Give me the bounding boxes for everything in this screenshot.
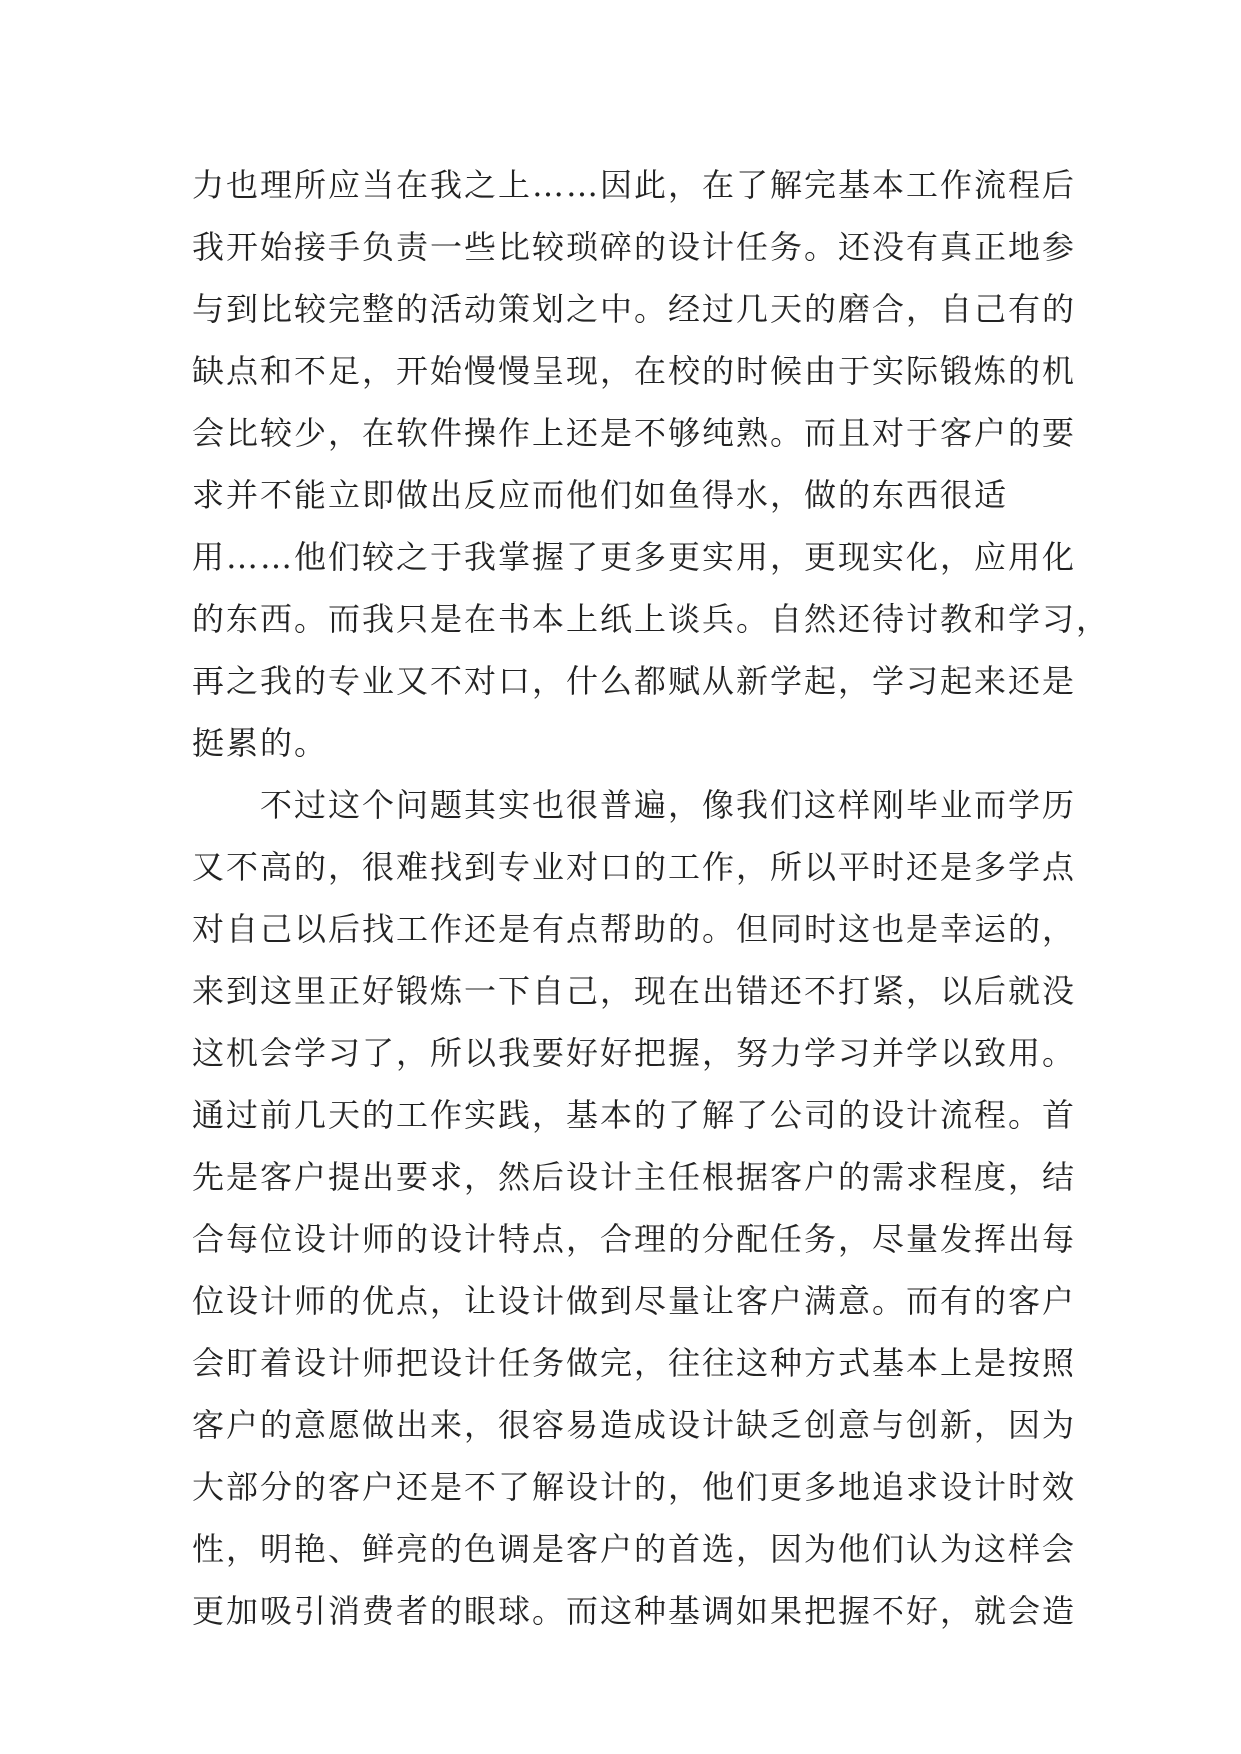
text-line: 对自己以后找工作还是有点帮助的。但同时这也是幸运的， [192,910,1077,948]
text-line: 大部分的客户还是不了解设计的，他们更多地追求设计时效 [192,1468,1077,1506]
text-line: 会比较少，在软件操作上还是不够纯熟。而且对于客户的要 [192,414,1077,452]
text-line: 合每位设计师的设计特点，合理的分配任务，尽量发挥出每 [192,1220,1077,1258]
text-line: 缺点和不足，开始慢慢呈现，在校的时候由于实际锻炼的机 [192,352,1077,390]
text-line: 先是客户提出要求，然后设计主任根据客户的需求程度，结 [192,1158,1077,1196]
text-line: 性，明艳、鲜亮的色调是客户的首选，因为他们认为这样会 [192,1530,1077,1568]
text-line: 求并不能立即做出反应而他们如鱼得水，做的东西很适 [192,476,1009,514]
text-line: 会盯着设计师把设计任务做完，往往这种方式基本上是按照 [192,1344,1077,1382]
paragraph-2 [192,774,1077,1642]
text-line: 力也理所应当在我之上……因此，在了解完基本工作流程后 [192,166,1077,204]
text-line: 我开始接手负责一些比较琐碎的设计任务。还没有真正地参 [192,228,1077,266]
text-line: 用……他们较之于我掌握了更多更实用，更现实化，应用化 [192,538,1077,576]
text-line: 的东西。而我只是在书本上纸上谈兵。自然还待讨教和学习， [192,600,1111,638]
body-text [192,154,1111,1642]
text-line: 来到这里正好锻炼一下自己，现在出错还不打紧，以后就没 [192,972,1077,1010]
text-line: 又不高的，很难找到专业对口的工作，所以平时还是多学点 [192,848,1077,886]
text-line: 挺累的。 [192,724,329,762]
text-line: 这机会学习了，所以我要好好把握，努力学习并学以致用。 [192,1034,1077,1072]
text-line: 与到比较完整的活动策划之中。经过几天的磨合，自己有的 [192,290,1077,328]
text-line: 更加吸引消费者的眼球。而这种基调如果把握不好，就会造 [192,1592,1077,1630]
text-line: 再之我的专业又不对口，什么都赋从新学起，学习起来还是 [192,662,1077,700]
text-line: 位设计师的优点，让设计做到尽量让客户满意。而有的客户 [192,1282,1077,1320]
text-line: 通过前几天的工作实践，基本的了解了公司的设计流程。首 [192,1096,1077,1134]
text-line-indented: 不过这个问题其实也很普遍，像我们这样刚毕业而学历 [260,786,1077,824]
paragraph-1 [192,154,1111,774]
text-line: 客户的意愿做出来，很容易造成设计缺乏创意与创新，因为 [192,1406,1077,1444]
